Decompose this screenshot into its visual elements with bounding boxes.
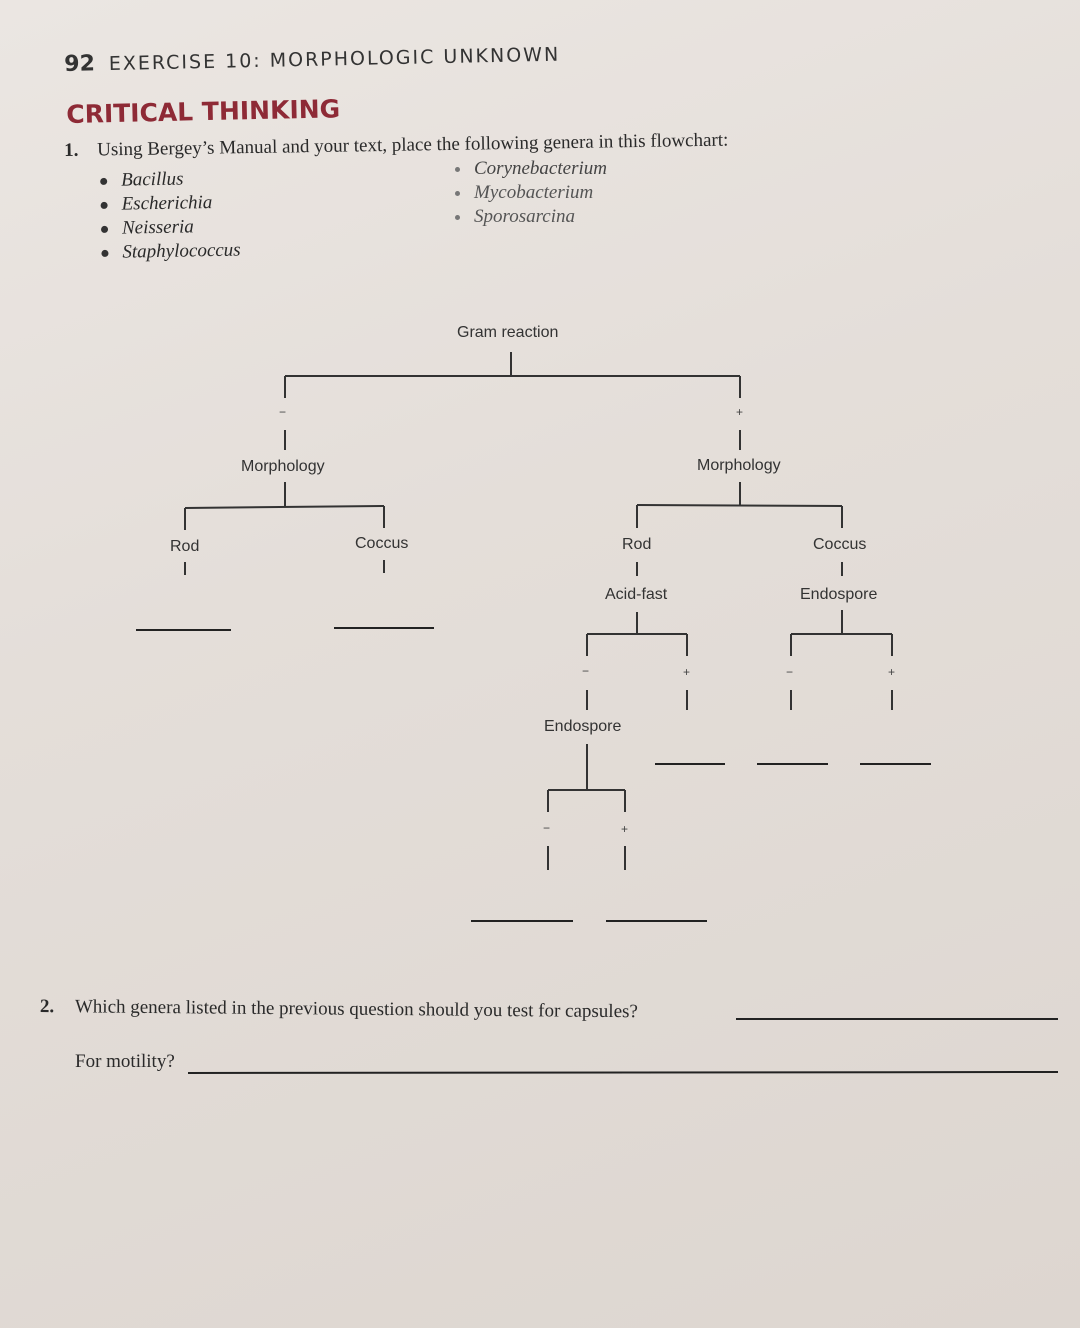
list-item: Escherichia bbox=[100, 192, 240, 218]
exercise-title: EXERCISE 10: MORPHOLOGIC UNKNOWN bbox=[108, 43, 561, 76]
motility-question: For motility? bbox=[75, 1051, 175, 1072]
acid-fast-label: Acid-fast bbox=[605, 586, 668, 603]
list-item: Staphylococcus bbox=[101, 240, 241, 266]
rod-label-left: Rod bbox=[170, 538, 200, 555]
morphology-label-right: Morphology bbox=[697, 457, 781, 474]
question-2-text: Which genera listed in the previous question should you test for capsules? bbox=[74, 996, 638, 1023]
endospore-left-negative-sign: − bbox=[543, 821, 551, 835]
coccus-label-right: Coccus bbox=[813, 536, 867, 553]
acid-fast-positive-sign: + bbox=[683, 665, 691, 679]
morphology-label-left: Morphology bbox=[241, 458, 325, 475]
coccus-label-left: Coccus bbox=[355, 535, 409, 552]
question-1-text: Using Bergey’s Manual and your text, place the following genera in this flowchart: bbox=[96, 129, 729, 161]
list-item: Mycobacterium bbox=[455, 182, 607, 206]
gram-reaction-label: Gram reaction bbox=[457, 324, 559, 341]
endospore-negative-sign: − bbox=[786, 665, 794, 679]
endospore-left-positive-sign: + bbox=[621, 822, 629, 836]
rod-label-right: Rod bbox=[622, 536, 652, 553]
endospore-positive-sign: + bbox=[888, 665, 896, 679]
endospore-label-right: Endospore bbox=[800, 586, 878, 603]
section-title: CRITICAL THINKING bbox=[66, 94, 341, 129]
list-item: Bacillus bbox=[100, 168, 240, 194]
page-number: 92 bbox=[64, 51, 96, 77]
endospore-label-left: Endospore bbox=[544, 718, 622, 735]
list-item: Sporosarcina bbox=[455, 206, 607, 230]
gram-positive-sign: + bbox=[736, 405, 744, 419]
acid-fast-negative-sign: − bbox=[582, 664, 590, 678]
gram-negative-sign: − bbox=[279, 405, 287, 419]
list-item: Corynebacterium bbox=[455, 158, 607, 182]
question-1-number: 1. bbox=[64, 139, 79, 161]
question-2-number: 2. bbox=[39, 996, 55, 1018]
list-item: Neisseria bbox=[101, 216, 241, 242]
